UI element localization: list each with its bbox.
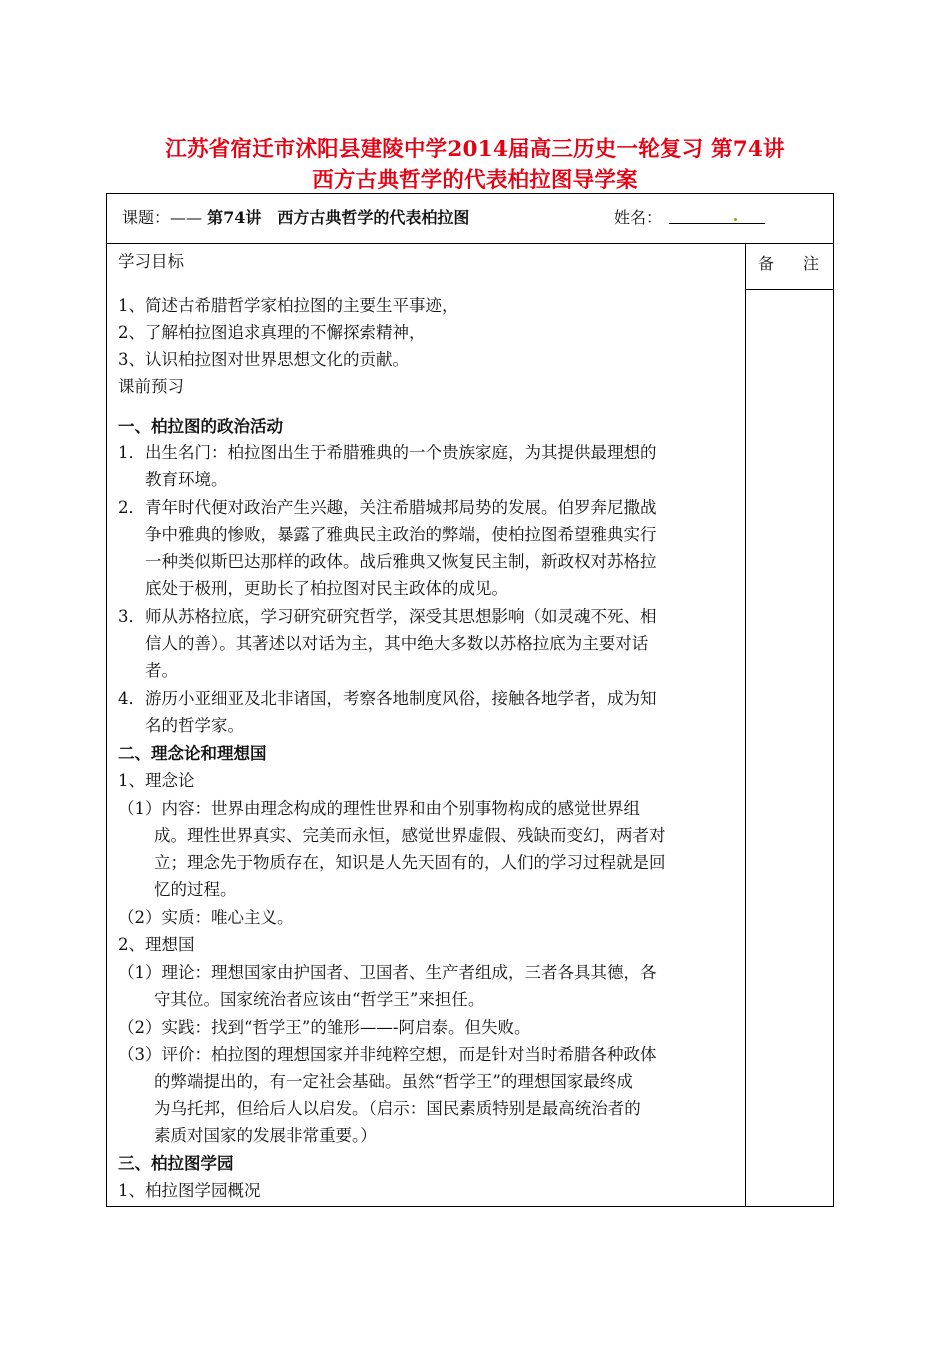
stray-dot-mark [734,218,737,221]
content-line: 者。 [145,661,178,680]
content-line: 学习目标 [118,252,184,271]
content-line: 争中雅典的惨败，暴露了雅典民主政治的弊端，使柏拉图希望雅典实行 [145,525,657,544]
content-line: 课前预习 [118,377,184,396]
content-line: 3．师从苏格拉底，学习研究研究哲学，深受其思想影响（如灵魂不死、相 [118,607,657,626]
remarks-label: 备 注 [746,244,833,290]
section-heading: 三、柏拉图学园 [118,1154,234,1173]
title-line-1: 江苏省宿迁市沭阳县建陵中学2014届高三历史一轮复习 第74讲 [165,137,785,162]
section-heading: 一、柏拉图的政治活动 [118,417,283,436]
content-line: 忆的过程。 [154,880,237,899]
name-label: 姓名： [614,208,663,227]
lesson-title: 第74讲 西方古典哲学的代表柏拉图 [207,208,470,227]
content-line: （2）实质：唯心主义。 [118,908,294,927]
document-title [100,134,850,196]
content-line: 为乌托邦，但给后人以启发。（启示：国民素质特别是最高统治者的 [154,1099,641,1118]
content-line: 2、理想国 [118,935,195,954]
title-line-2: 西方古典哲学的代表柏拉图导学案 [312,168,638,193]
content-line: 1、理念论 [118,771,195,790]
content-line: 立；理念先于物质存在，知识是人先天固有的，人们的学习过程就是回 [154,853,666,872]
main-content-column [107,244,745,1206]
content-line: 教育环境。 [145,470,228,489]
content-line: 素质对国家的发展非常重要。） [154,1126,377,1145]
content-line: 2、了解柏拉图追求真理的不懈探索精神， [118,323,426,342]
name-blank-line [669,223,765,224]
content-line: （1）理论：理想国家由护国者、卫国者、生产者组成，三者各具其德，各 [118,963,657,982]
content-line: 1．出生名门：柏拉图出生于希腊雅典的一个贵族家庭，为其提供最理想的 [118,443,657,462]
content-line: 4．游历小亚细亚及北非诸国，考察各地制度风俗，接触各地学者，成为知 [118,689,657,708]
content-line: 1、柏拉图学园概况 [118,1181,261,1200]
content-line: 底处于极刑，更助长了柏拉图对民主政体的成见。 [145,579,508,598]
lesson-topic [122,205,469,228]
content-line: 1、简述古希腊哲学家柏拉图的主要生平事迹， [118,296,459,315]
content-line: 一种类似斯巴达那样的政体。战后雅典又恢复民主制，新政权对苏格拉 [145,552,657,571]
content-line: 信人的善）。其著述以对话为主，其中绝大多数以苏格拉底为主要对话 [145,634,649,653]
content-line: （1）内容：世界由理念构成的理性世界和由个别事物构成的感觉世界组 [118,799,640,818]
lesson-header-row [107,194,833,244]
study-guide-table [106,193,834,1207]
content-line: 守其位。国家统治者应该由“哲学王”来担任。 [154,990,485,1009]
lesson-prefix: 课题：—— [122,208,208,227]
remarks-column [745,244,833,1206]
content-line: 的弊端提出的，有一定社会基础。虽然“哲学王”的理想国家最终成 [154,1072,633,1091]
content-line: （3）评价：柏拉图的理想国家并非纯粹空想，而是针对当时希腊各种政体 [118,1045,657,1064]
content-line: （2）实践：找到“哲学王”的雏形——-阿启泰。但失败。 [118,1018,531,1037]
content-line: 成。理性世界真实、完美而永恒，感觉世界虚假、残缺而变幻，两者对 [154,826,666,845]
content-line: 2．青年时代便对政治产生兴趣，关注希腊城邦局势的发展。伯罗奔尼撒战 [118,498,657,517]
section-heading: 二、理念论和理想国 [118,744,267,763]
content-line: 3、认识柏拉图对世界思想文化的贡献。 [118,350,409,369]
content-line: 名的哲学家。 [145,716,244,735]
